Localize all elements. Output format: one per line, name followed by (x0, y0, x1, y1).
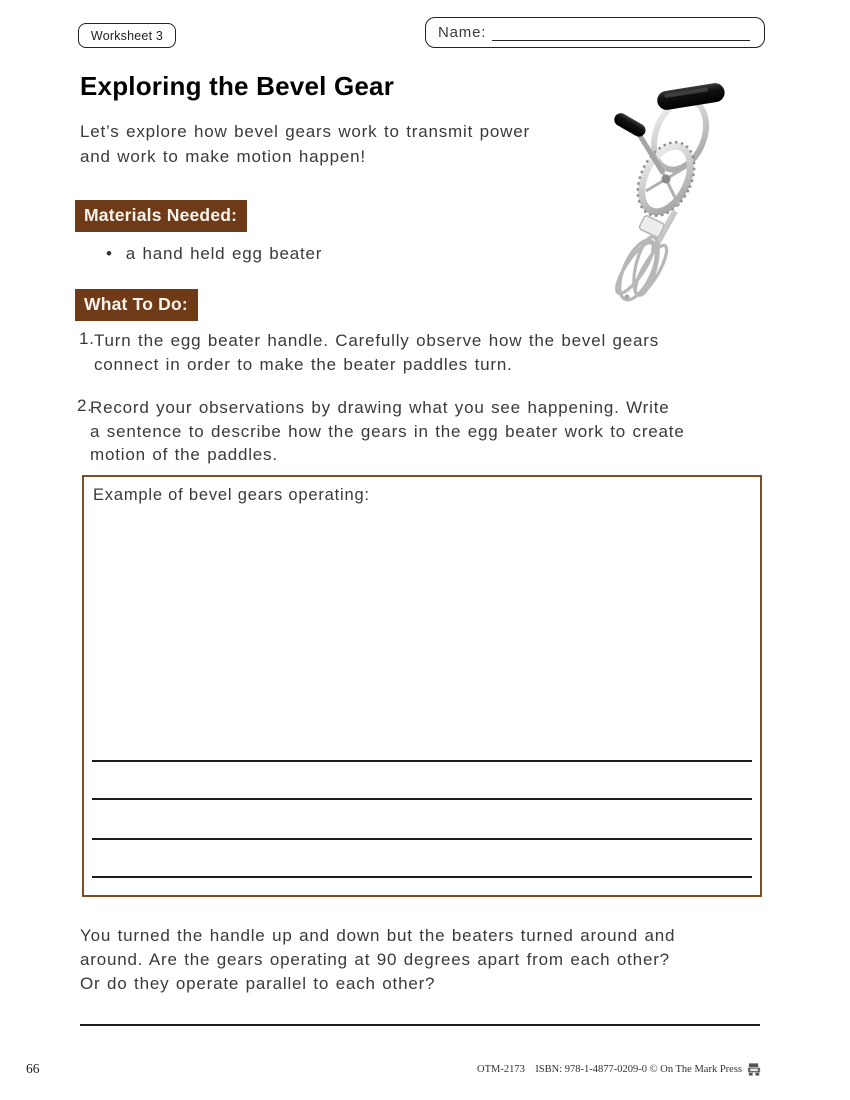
name-label: Name: (438, 24, 487, 41)
what-to-do-heading-label: What To Do: (84, 294, 188, 314)
step-2-line-1: Record your observations by drawing what you see happening. Write (90, 398, 670, 417)
footer-credit-row (477, 1062, 762, 1077)
step-1-line-2: connect in order to make the beater paddles turn. (94, 354, 513, 374)
drawing-box[interactable] (82, 475, 762, 897)
step-1-line-1: Turn the egg beater handle. Carefully observe how the bevel gears (94, 331, 660, 350)
question-paragraph (80, 924, 675, 995)
writing-line[interactable] (92, 798, 752, 800)
drawing-box-label: Example of bevel gears operating: (93, 486, 370, 504)
step-2-line-2: a sentence to describe how the gears in the egg beater work to create (90, 421, 685, 441)
what-to-do-heading (75, 289, 198, 321)
beater-drive-wheel (626, 133, 705, 225)
step-2-number: 2. (77, 396, 93, 415)
materials-list-item (106, 244, 322, 264)
worksheet-number-badge (78, 23, 176, 48)
question-line-1: You turned the handle up and down but the beaters turned around and (80, 926, 676, 945)
writing-line[interactable] (92, 760, 752, 762)
intro-line-1: Let’s explore how bevel gears work to transmit power (80, 122, 530, 141)
answer-line[interactable] (80, 1024, 760, 1026)
materials-heading-label: Materials Needed: (84, 205, 238, 225)
question-line-2: around. Are the gears operating at 90 degrees apart from each other? (80, 949, 670, 969)
materials-heading (75, 200, 247, 232)
step-1-text (94, 329, 659, 376)
page-title: Exploring the Bevel Gear (80, 71, 395, 101)
writing-line[interactable] (92, 838, 752, 840)
beater-handle (656, 82, 726, 111)
step-2-line-3: motion of the paddles. (90, 445, 278, 464)
name-input-line[interactable] (492, 24, 750, 42)
on-the-mark-press-logo-icon (747, 1062, 762, 1077)
intro-line-2: and work to make motion happen! (80, 146, 366, 166)
question-line-3: Or do they operate parallel to each other? (80, 973, 436, 993)
egg-beater-photo (583, 73, 753, 308)
materials-item-text: a hand held egg beater (125, 244, 323, 263)
page-number: 66 (26, 1061, 40, 1076)
writing-line[interactable] (92, 876, 752, 878)
beater-crank-knob (612, 111, 648, 139)
step-1-number: 1. (79, 329, 95, 348)
name-box (425, 17, 765, 48)
step-2-text (90, 396, 685, 467)
worksheet-number-label: Worksheet 3 (90, 28, 164, 43)
beater-whisks (611, 234, 672, 304)
footer-credit-text: OTM-2173 ISBN: 978-1-4877-0209-0 © On The Mark Press (476, 1064, 742, 1075)
intro-paragraph (80, 120, 530, 169)
bullet-icon: • (106, 244, 113, 263)
